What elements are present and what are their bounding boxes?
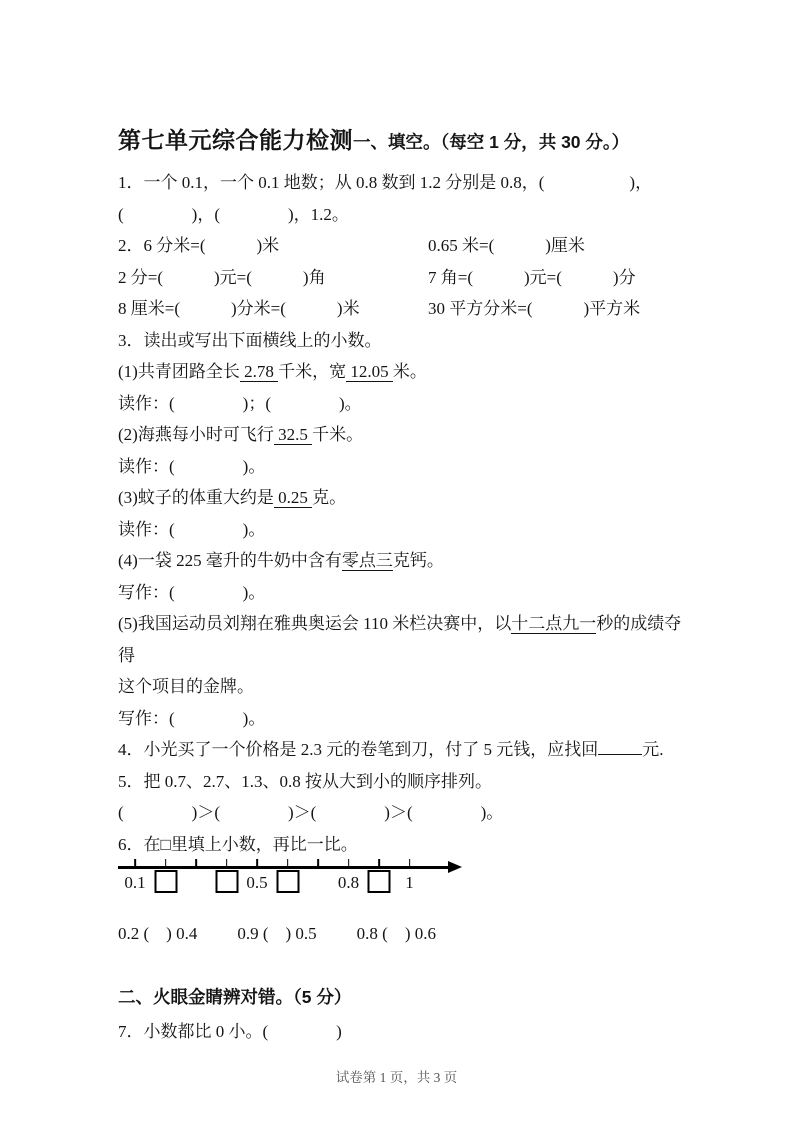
number-line-tick [317,859,319,867]
q3-item-5-cont: 这个项目的金牌。 [118,677,254,696]
question-1-line-2: ( )，( )，1.2。 [118,204,349,224]
question-7: 7．小数都比 0 小。( ) [118,1022,342,1041]
q3-item-5 [118,608,688,671]
paper-content [118,122,688,1048]
q3-item1-text-end: 米。 [392,362,427,381]
q3-item5-value: 十二点九一 [511,614,597,633]
q3-item4-text: (4)一袋 225 毫升的牛奶中含有 [118,551,342,570]
number-line-tick [409,859,411,867]
q2-row2-left: 2 分=( )元=( )角 [118,267,326,287]
q3-item1-text-mid: 千米，宽 [278,362,347,381]
question-2-row-1 [118,230,688,262]
number-line-arrow-icon [448,861,462,873]
question-3-head: 3．读出或写出下面横线上的小数。 [118,330,382,350]
q4-text: 4．小光买了一个价格是 2.3 元的卷笔到刀，付了 5 元钱，应找回 [118,740,599,759]
number-line-fill-box[interactable] [215,870,238,893]
number-line-fill-box[interactable] [276,870,299,893]
q3-item2-text: (2)海燕每小时可飞行 [118,425,274,444]
unit-title: 第七单元综合能力检测 [118,127,353,153]
number-line-tick [134,859,136,867]
q3-item-3 [118,482,688,514]
q2-row1-right: 0.65 米=( )厘米 [428,236,585,255]
number-line-tick [287,859,289,867]
q3-item5-text-end: 秒的成绩夺得 [118,614,682,665]
number-line-tick-label: 0.5 [246,873,268,892]
q3-item1-text: (1)共青团路全长 [118,362,240,381]
q2-row2-right: 7 角=( )元=( )分 [428,267,636,287]
q4-answer-blank [598,739,642,755]
q2-row3-left: 8 厘米=( )分米=( )米 [118,299,360,318]
number-line-tick [165,859,167,867]
number-line-tick [348,859,350,867]
q3-item-2 [118,419,688,451]
number-line-tick [195,859,197,867]
page-footer: 试卷第 1 页，共 3 页 [335,1070,458,1085]
compare-pair-2: 0.9 ( ) 0.5 [237,924,317,943]
q3-item3-text-end: 克。 [312,488,347,507]
compare-row [118,918,688,950]
q3-item-1-read: 读作：( )；( )。 [118,393,362,413]
question-1-line-1: 1．一个 0.1，一个 0.1 地数；从 0.8 数到 1.2 分别是 0.8，( )， [118,173,653,192]
question-4 [118,734,688,766]
q2-row3-right: 30 平方分米=( )平方米 [428,299,641,318]
number-line-fill-box[interactable] [154,870,177,893]
question-2-row-2 [118,262,688,294]
q3-item4-value: 零点三 [341,551,393,570]
q3-item-3-read: 读作：( )。 [118,519,266,539]
paper-title [118,122,688,155]
q3-item-1 [118,356,688,388]
number-line-tick-label: 1 [405,873,414,892]
question-2-row-3 [118,293,688,325]
q3-item-2-read: 读作：( )。 [118,456,266,476]
number-line-tick [226,859,228,867]
section1-heading: 一、填空。（每空 1 分，共 30 分。） [353,132,630,152]
q3-item3-text: (3)蚊子的体重大约是 [118,488,274,507]
q3-item1-value-2: 12.05 [346,362,393,381]
question-5-head: 5．把 0.7、2.7、1.3、0.8 按从大到小的顺序排列。 [118,771,492,791]
q3-item2-value: 32.5 [273,425,313,444]
q3-item-4 [118,545,688,577]
q3-item5-text: (5)我国运动员刘翔在雅典奥运会 110 米栏决赛中，以 [118,614,512,633]
q4-text-end: 元. [642,740,664,759]
q3-item1-value-1: 2.78 [239,362,279,381]
number-line-tick [378,859,380,867]
compare-pair-1: 0.2 ( ) 0.4 [118,924,198,943]
question-5-answer-row: ( )＞( )＞( )＞( )。 [118,803,504,822]
number-line-fill-box[interactable] [368,870,391,893]
number-line-tick-label: 0.1 [124,873,146,892]
q3-item-5-write: 写作：( )。 [118,708,266,728]
number-line-tick-label: 0.8 [337,873,360,892]
number-line-tick [256,859,258,867]
compare-pair-3: 0.8 ( ) 0.6 [356,924,436,943]
q3-item-4-write: 写作：( )。 [118,582,266,602]
q3-item2-text-end: 千米。 [312,425,364,444]
number-line-axis [118,866,451,869]
number-line [118,854,488,904]
question-6-head: 6．在□里填上小数，再比一比。 [118,834,358,854]
section2-heading: 二、火眼金睛辨对错。（5 分） [118,986,352,1007]
q2-row1-left: 2．6 分米=( )米 [118,236,280,255]
q3-item4-text-end: 克钙。 [392,551,444,570]
q3-item3-value: 0.25 [273,488,313,507]
